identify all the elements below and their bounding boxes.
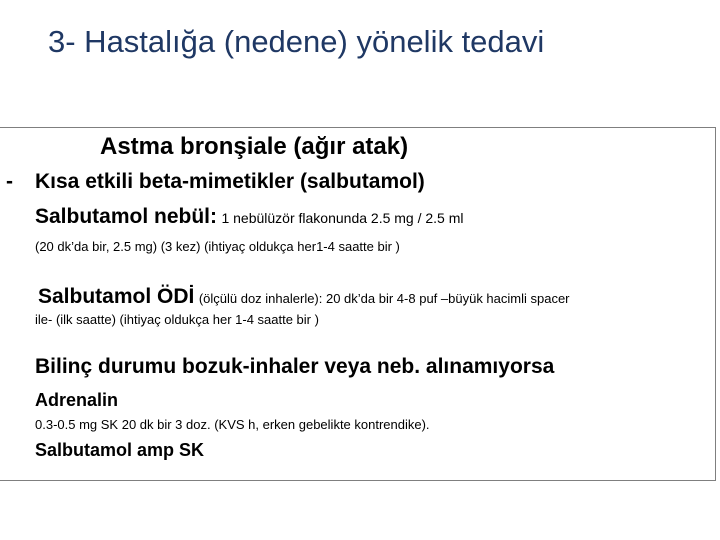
odi-line [38, 285, 570, 309]
slide-title: 3- Hastalığa (nedene) yönelik tedavi [48, 24, 545, 59]
beta-mimetics-line: Kısa etkili beta-mimetikler (salbutamol) [35, 170, 425, 193]
odi-detail: (ölçülü doz inhalerle): 20 dk’da bir 4-8 puf –büyük hacimli spacer [198, 291, 570, 306]
nebul-detail: 1 nebülüzör flakonunda 2.5 mg / 2.5 ml [221, 210, 464, 226]
bullet-marker: - [6, 170, 13, 193]
odi-detail-continued: ile- (ilk saatte) (ihtiyaç oldukça her 1-4 saatte bir ) [35, 312, 319, 327]
consciousness-line: Bilinç durumu bozuk-inhaler veya neb. alınamıyorsa [35, 355, 555, 378]
salbutamol-amp-line: Salbutamol amp SK [35, 440, 205, 460]
nebul-dosing: (20 dk’da bir, 2.5 mg) (3 kez) (ihtiyaç oldukça her1-4 saatte bir ) [35, 239, 400, 254]
odi-label: Salbutamol ÖDİ [38, 285, 195, 308]
section-heading: Astma bronşiale (ağır atak) [100, 133, 409, 160]
nebul-line [35, 205, 464, 229]
adrenalin-detail: 0.3-0.5 mg SK 20 dk bir 3 doz. (KVS h, erken gebelikte kontrendike). [35, 417, 430, 432]
adrenalin-label: Adrenalin [35, 390, 119, 410]
nebul-label: Salbutamol nebül: [35, 205, 218, 228]
